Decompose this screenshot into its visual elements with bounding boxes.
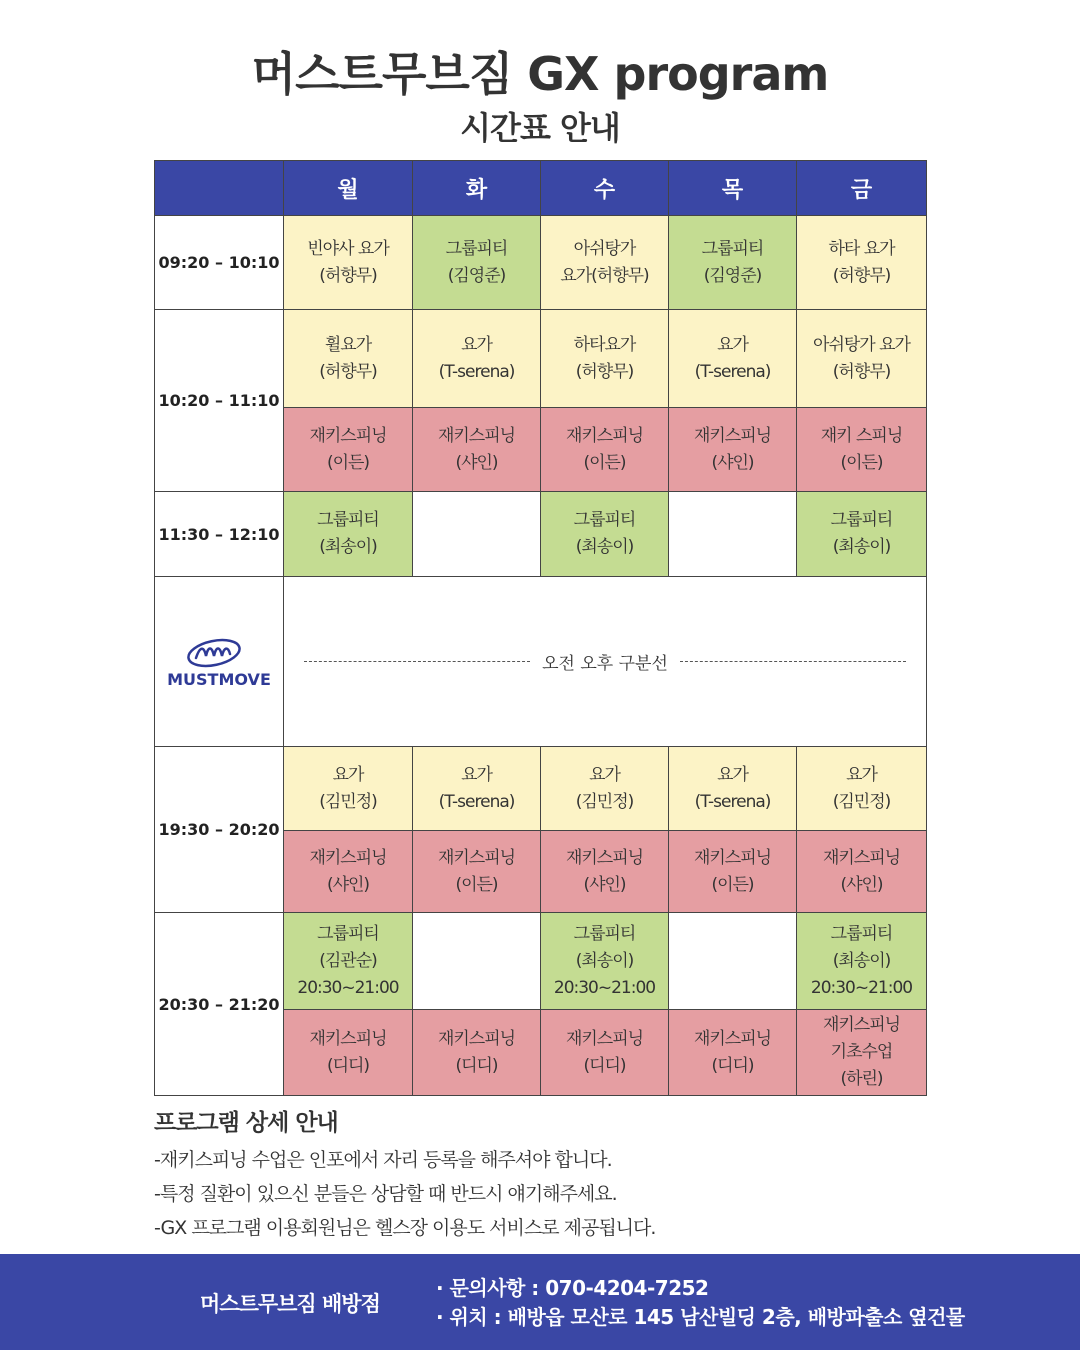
class-cell: 요가 (T-serena)	[413, 747, 541, 831]
table-row	[155, 492, 927, 577]
header-corner	[155, 161, 284, 216]
location-address: · 위치 : 배방읍 모산로 145 남산빌딩 2층, 배방파출소 옆건물	[436, 1305, 965, 1329]
day-thu: 목	[669, 161, 797, 216]
empty-cell	[413, 913, 541, 1010]
class-cell: 아쉬탕가 요가 (허향무)	[797, 310, 927, 408]
empty-cell	[669, 492, 797, 577]
divider-label: 오전 오후 구분선	[542, 654, 668, 674]
class-cell: 그룹피티 (최송이)	[541, 492, 669, 577]
class-cell: 그룹피티 (최송이)	[284, 492, 413, 577]
class-cell: 그룹피티 (최송이)	[797, 492, 927, 577]
class-cell: 요가 (김민정)	[797, 747, 927, 831]
logo-text: MUSTMOVE	[167, 670, 271, 689]
program-details	[154, 1104, 655, 1245]
details-line: -특정 질환이 있으신 분들은 상담할 때 반드시 얘기해주세요.	[154, 1183, 617, 1205]
details-heading: 프로그램 상세 안내	[154, 1110, 338, 1136]
class-cell: 요가 (김민정)	[541, 747, 669, 831]
time-slot-1930: 19:30 – 20:20	[155, 747, 284, 913]
details-line: -재키스피닝 수업은 인포에서 자리 등록을 해주셔야 합니다.	[154, 1149, 612, 1171]
time-slot-2030: 20:30 – 21:20	[155, 913, 284, 1096]
dashed-line-right	[680, 661, 906, 662]
class-cell: 휠요가 (허향무)	[284, 310, 413, 408]
branch-name: 머스트무브짐 배방점	[200, 1292, 380, 1316]
header-row	[155, 161, 927, 216]
day-wed: 수	[541, 161, 669, 216]
table-row	[155, 577, 927, 747]
mustmove-logo	[155, 634, 283, 689]
class-cell: 재키스피닝 (샤인)	[413, 408, 541, 492]
class-cell: 하타요가 (허향무)	[541, 310, 669, 408]
logo-cell	[155, 577, 284, 747]
logo-icon	[184, 634, 254, 668]
day-fri: 금	[797, 161, 927, 216]
day-tue: 화	[413, 161, 541, 216]
class-cell: 재키스피닝 (이든)	[413, 831, 541, 913]
schedule-table	[154, 160, 927, 1096]
class-cell: 재키스피닝 (디디)	[284, 1010, 413, 1096]
class-cell: 재키스피닝 (디디)	[541, 1010, 669, 1096]
am-pm-divider	[284, 577, 927, 747]
time-slot-1130: 11:30 – 12:10	[155, 492, 284, 577]
details-line: -GX 프로그램 이용회원님은 헬스장 이용도 서비스로 제공됩니다.	[154, 1217, 656, 1239]
day-mon: 월	[284, 161, 413, 216]
class-cell: 재키스피닝 (샤인)	[669, 408, 797, 492]
class-cell: 재키스피닝 (디디)	[669, 1010, 797, 1096]
time-slot-1020: 10:20 – 11:10	[155, 310, 284, 492]
footer-bar	[0, 1254, 1080, 1350]
class-cell: 재키스피닝 (이든)	[541, 408, 669, 492]
table-row	[155, 747, 927, 831]
footer-info	[436, 1274, 965, 1332]
class-cell: 재키스피닝 (샤인)	[284, 831, 413, 913]
class-cell: 그룹피티 (최송이) 20:30~21:00	[797, 913, 927, 1010]
class-cell: 그룹피티 (김관순) 20:30~21:00	[284, 913, 413, 1010]
page-subtitle: 시간표 안내	[460, 109, 620, 147]
table-row	[155, 310, 927, 408]
class-cell: 하타 요가 (허향무)	[797, 216, 927, 310]
class-cell: 그룹피티 (최송이) 20:30~21:00	[541, 913, 669, 1010]
time-slot-0920: 09:20 – 10:10	[155, 216, 284, 310]
class-cell: 아쉬탕가 요가(허향무)	[541, 216, 669, 310]
class-cell: 그룹피티 (김영준)	[413, 216, 541, 310]
class-cell: 빈야사 요가 (허향무)	[284, 216, 413, 310]
class-cell: 그룹피티 (김영준)	[669, 216, 797, 310]
empty-cell	[413, 492, 541, 577]
class-cell: 재키스피닝 (디디)	[413, 1010, 541, 1096]
table-row	[155, 216, 927, 310]
dashed-line-left	[304, 661, 530, 662]
class-cell: 재키스피닝 기초수업 (하린)	[797, 1010, 927, 1096]
empty-cell	[669, 913, 797, 1010]
class-cell: 재키 스피닝 (이든)	[797, 408, 927, 492]
table-row	[155, 913, 927, 1010]
class-cell: 요가 (T-serena)	[669, 310, 797, 408]
class-cell: 재키스피닝 (샤인)	[541, 831, 669, 913]
page-title: 머스트무브짐 GX program	[251, 47, 829, 101]
contact-phone: · 문의사항 : 070-4204-7252	[436, 1276, 709, 1300]
class-cell: 요가 (김민정)	[284, 747, 413, 831]
class-cell: 재키스피닝 (이든)	[669, 831, 797, 913]
class-cell: 재키스피닝 (샤인)	[797, 831, 927, 913]
class-cell: 요가 (T-serena)	[669, 747, 797, 831]
class-cell: 재키스피닝 (이든)	[284, 408, 413, 492]
class-cell: 요가 (T-serena)	[413, 310, 541, 408]
